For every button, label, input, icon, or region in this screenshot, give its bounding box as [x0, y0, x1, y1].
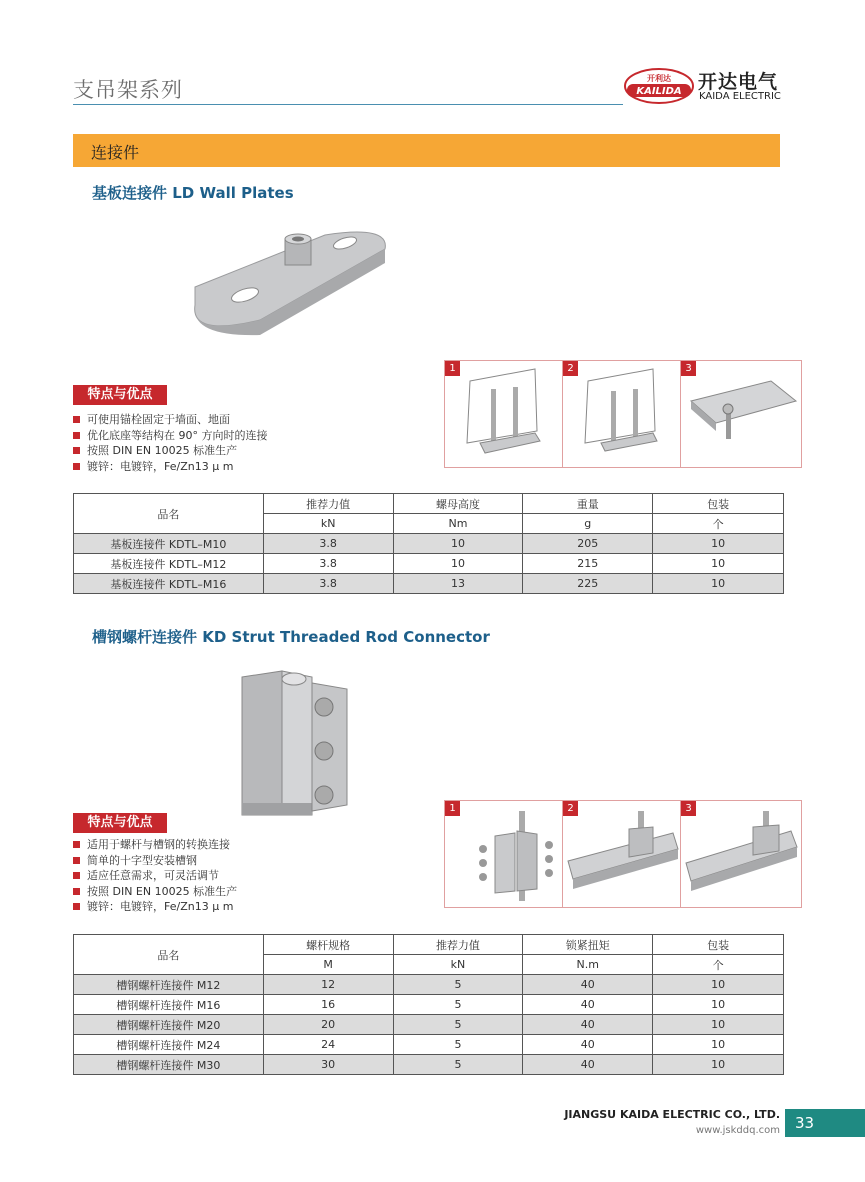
- strut-assembly-icon: [563, 801, 683, 907]
- photo-number: 2: [563, 361, 578, 376]
- table-cell: 槽钢螺杆连接件 M30: [74, 1055, 264, 1075]
- feature-item: 简单的十字型安装槽钢: [73, 853, 237, 869]
- table-row: [74, 554, 784, 574]
- strut-rod-connector-image: [232, 665, 362, 825]
- table-row: [74, 1015, 784, 1035]
- table-cell: 40: [523, 995, 653, 1015]
- product-2-features: [73, 837, 237, 915]
- strut-channel-icon: [681, 361, 801, 467]
- table-cell: 10: [393, 554, 523, 574]
- table-cell: 基板连接件 KDTL–M16: [74, 574, 264, 594]
- table-cell: 10: [653, 534, 784, 554]
- table-unit: N.m: [523, 955, 653, 975]
- table-cell: 205: [523, 534, 653, 554]
- table-cell: 基板连接件 KDTL–M10: [74, 534, 264, 554]
- table-cell: 16: [263, 995, 393, 1015]
- table-header: 螺杆规格: [263, 935, 393, 955]
- product-2-features-badge: 特点与优点: [73, 813, 167, 833]
- table-unit: 个: [653, 955, 784, 975]
- table-cell: 40: [523, 1015, 653, 1035]
- section-title: 连接件: [91, 143, 140, 162]
- product-1-title: 基板连接件 LD Wall Plates: [92, 184, 294, 202]
- table-cell: 5: [393, 975, 523, 995]
- feature-item: 适用于螺杆与槽钢的转换连接: [73, 837, 237, 853]
- table-cell: 13: [393, 574, 523, 594]
- table-cell: 225: [523, 574, 653, 594]
- feature-item: 镀锌：电镀锌，Fe/Zn13 μ m: [73, 459, 268, 475]
- product-1-photo-2: [562, 360, 684, 468]
- table-header: 螺母高度: [393, 494, 523, 514]
- photo-number: 1: [445, 801, 460, 816]
- table-unit: 个: [653, 514, 784, 534]
- table-cell: 槽钢螺杆连接件 M12: [74, 975, 264, 995]
- series-title: 支吊架系列: [73, 78, 183, 102]
- feature-item: 优化底座等结构在 90° 方向时的连接: [73, 428, 268, 444]
- product-2-title: 槽钢螺杆连接件 KD Strut Threaded Rod Connector: [92, 628, 490, 646]
- product-1-features: [73, 412, 268, 474]
- product-1-spec-table: [73, 493, 784, 594]
- table-cell: 10: [653, 995, 784, 1015]
- product-1-photo-3: [680, 360, 802, 468]
- strut-assembly-icon: [681, 801, 801, 907]
- logo-cn: 开达电气: [698, 71, 779, 93]
- table-cell: 215: [523, 554, 653, 574]
- logo-en: KAIDA ELECTRIC: [699, 91, 781, 102]
- product-2-spec-table: [73, 934, 784, 1075]
- table-header: 重量: [523, 494, 653, 514]
- table-row: [74, 1055, 784, 1075]
- feature-item: 适应任意需求，可灵活调节: [73, 868, 237, 884]
- product-2-photo-2: [562, 800, 684, 908]
- footer-company: JIANGSU KAIDA ELECTRIC CO., LTD.: [564, 1108, 780, 1121]
- feature-item: 按照 DIN EN 10025 标准生产: [73, 884, 237, 900]
- table-header: 包装: [653, 494, 784, 514]
- connector-exploded-icon: [445, 801, 565, 907]
- table-cell: 10: [653, 574, 784, 594]
- table-cell: 10: [653, 1055, 784, 1075]
- table-cell: 24: [263, 1035, 393, 1055]
- table-row: [74, 995, 784, 1015]
- page-number: 33: [785, 1109, 865, 1137]
- table-header-name: 品名: [74, 494, 264, 534]
- table-unit: kN: [393, 955, 523, 975]
- table-cell: 10: [653, 975, 784, 995]
- table-header: 推荐力值: [263, 494, 393, 514]
- table-header: 推荐力值: [393, 935, 523, 955]
- table-cell: 3.8: [263, 534, 393, 554]
- table-cell: 10: [393, 534, 523, 554]
- table-cell: 5: [393, 995, 523, 1015]
- table-header: 包装: [653, 935, 784, 955]
- table-cell: 10: [653, 1035, 784, 1055]
- feature-item: 镀锌：电镀锌，Fe/Zn13 μ m: [73, 899, 237, 915]
- photo-number: 2: [563, 801, 578, 816]
- photo-number: 3: [681, 361, 696, 376]
- table-unit: g: [523, 514, 653, 534]
- wall-plate-install-icon: [445, 361, 565, 467]
- product-1-photo-1: [444, 360, 566, 468]
- feature-item: 按照 DIN EN 10025 标准生产: [73, 443, 268, 459]
- table-unit: M: [263, 955, 393, 975]
- table-unit: kN: [263, 514, 393, 534]
- table-cell: 5: [393, 1055, 523, 1075]
- logo-badge-en: KAILIDA: [636, 86, 682, 97]
- table-cell: 20: [263, 1015, 393, 1035]
- table-cell: 40: [523, 975, 653, 995]
- table-header-name: 品名: [74, 935, 264, 975]
- wall-plate-install-icon: [563, 361, 683, 467]
- table-cell: 基板连接件 KDTL–M12: [74, 554, 264, 574]
- table-cell: 槽钢螺杆连接件 M20: [74, 1015, 264, 1035]
- table-cell: 3.8: [263, 554, 393, 574]
- table-cell: 3.8: [263, 574, 393, 594]
- table-cell: 30: [263, 1055, 393, 1075]
- product-1-features-badge: 特点与优点: [73, 385, 167, 405]
- table-cell: 5: [393, 1035, 523, 1055]
- table-cell: 5: [393, 1015, 523, 1035]
- company-logo: [624, 64, 794, 108]
- feature-item: 可使用锚栓固定于墙面、地面: [73, 412, 268, 428]
- photo-number: 1: [445, 361, 460, 376]
- footer-website: www.jskddq.com: [695, 1125, 780, 1136]
- wall-plate-image: [185, 225, 395, 345]
- header-divider: [73, 104, 623, 105]
- table-row: [74, 574, 784, 594]
- product-2-photo-1: [444, 800, 566, 908]
- table-cell: 40: [523, 1035, 653, 1055]
- table-cell: 40: [523, 1055, 653, 1075]
- table-cell: 槽钢螺杆连接件 M16: [74, 995, 264, 1015]
- table-header: 锁紧扭矩: [523, 935, 653, 955]
- table-unit: Nm: [393, 514, 523, 534]
- table-row: [74, 975, 784, 995]
- table-cell: 槽钢螺杆连接件 M24: [74, 1035, 264, 1055]
- table-cell: 10: [653, 554, 784, 574]
- table-row: [74, 1035, 784, 1055]
- logo-badge-cn: 开利达: [647, 74, 671, 83]
- photo-number: 3: [681, 801, 696, 816]
- product-2-photo-3: [680, 800, 802, 908]
- table-cell: 12: [263, 975, 393, 995]
- table-row: [74, 534, 784, 554]
- table-cell: 10: [653, 1015, 784, 1035]
- section-bar: [73, 134, 780, 167]
- kailida-badge-icon: [624, 68, 694, 104]
